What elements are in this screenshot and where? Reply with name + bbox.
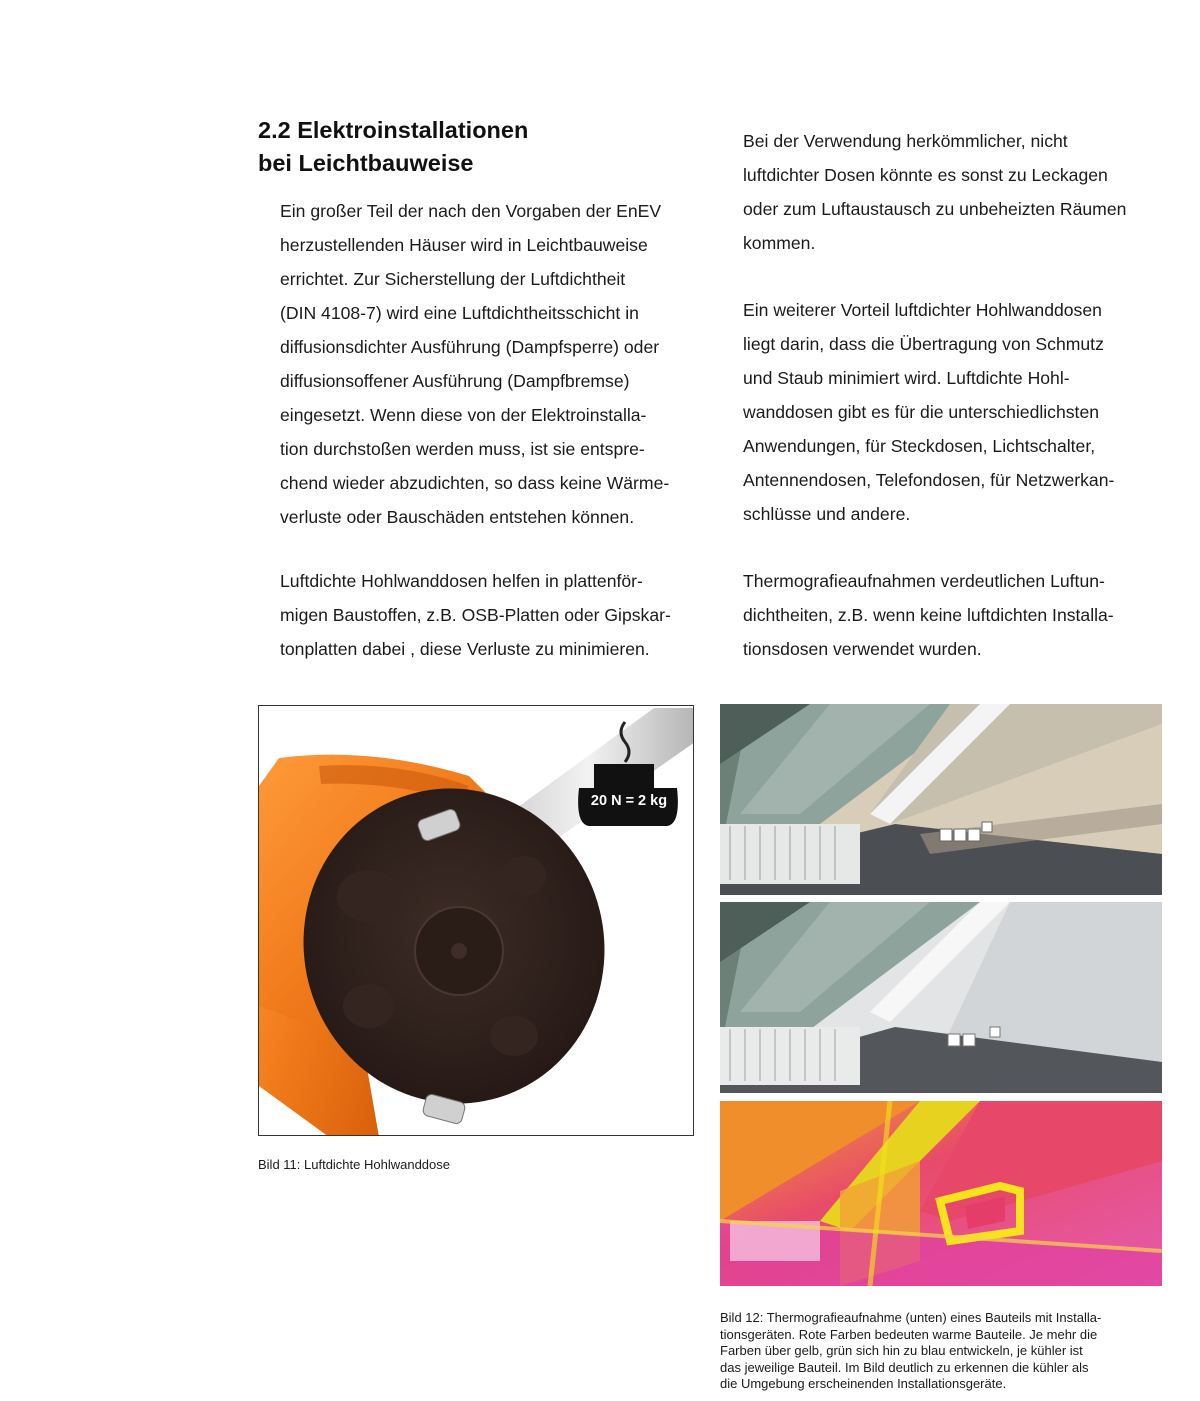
text-line: verluste oder Bauschäden entstehen können. [280,507,635,527]
figure-12-caption [720,1310,1101,1393]
text-line: Anwendungen, für Steckdosen, Lichtschalter, [743,436,1096,456]
text-line: Thermografieaufnahmen verdeutlichen Luftun- [743,571,1105,591]
right-paragraph-1 [743,124,1183,260]
text-line: (DIN 4108-7) wird eine Luftdichtheitsschicht in [280,303,639,323]
text-line: dichtheiten, z.B. wenn keine luftdichten Installa- [743,605,1114,625]
hohlwanddose-illustration [259,706,694,1136]
text-line: oder zum Luftaustausch zu unbeheizten Räumen [743,199,1127,219]
figure-11-caption [258,1157,450,1174]
text-line: und Staub minimiert wird. Luftdichte Hohl- [743,368,1070,388]
right-paragraph-3 [743,564,1183,666]
caption-line: die Umgebung erscheinenden Installationsgeräte. [720,1376,1007,1391]
text-line: diffusionsoffener Ausführung (Dampfbremse) [280,371,630,391]
thermal-image [720,1101,1162,1286]
right-paragraph-2 [743,293,1183,531]
text-line: luftdichter Dosen könnte es sonst zu Leckagen [743,165,1108,185]
caption-line: tionsgeräten. Rote Farben bedeuten warme Bauteile. Je mehr die [720,1326,1098,1342]
text-line: tion durchstoßen werden muss, ist sie entspre- [280,439,645,459]
section-heading [258,114,718,180]
section-title-line-2: bei Leichtbauweise [258,150,474,176]
text-line: Luftdichte Hohlwanddosen helfen in plattenför- [280,571,643,591]
text-line: kommen. [743,233,816,253]
text-line: Antennendosen, Telefondosen, für Netzwerkan- [743,470,1115,490]
text-line: chend wieder abzudichten, so dass keine Wärme- [280,473,670,493]
photo-room-finished [720,902,1162,1093]
caption-line: Bild 12: Thermografieaufnahme (unten) eines Bauteils mit Installa- [720,1310,1102,1325]
text-line: eingesetzt. Wenn diese von der Elektroinstalla- [280,405,647,425]
text-line: tionsdosen verwendet wurden. [743,639,982,659]
figure-11-hohlwanddose [258,705,694,1136]
left-paragraph-2 [280,564,720,666]
caption-text: Bild 11: Luftdichte Hohlwanddose [258,1157,450,1172]
text-line: liegt darin, dass die Übertragung von Schmutz [743,334,1104,354]
text-line: tonplatten dabei , diese Verluste zu minimieren. [280,639,650,659]
text-line: Ein großer Teil der nach den Vorgaben der EnEV [280,201,662,221]
photo-room-construction [720,704,1162,895]
left-paragraph-1 [280,194,720,534]
text-line: schlüsse und andere. [743,504,911,524]
text-line: diffusionsdichter Ausführung (Dampfsperre) oder [280,337,660,357]
weight-label: 20 N = 2 kg [590,793,668,809]
text-line: Ein weiterer Vorteil luftdichter Hohlwanddosen [743,300,1102,320]
section-title-line-1: 2.2 Elektroinstallationen [258,117,529,143]
text-line: wanddosen gibt es für die unterschiedlichsten [743,402,1100,422]
caption-line: Farben über gelb, grün sich hin zu blau entwickeln, je kühler ist [720,1343,1083,1358]
text-line: migen Baustoffen, z.B. OSB-Platten oder Gipskar- [280,605,671,625]
caption-line: das jeweilige Bauteil. Im Bild deutlich zu erkennen die kühler als [720,1359,1089,1375]
text-line: herzustellenden Häuser wird in Leichtbauweise [280,235,648,255]
text-line: errichtet. Zur Sicherstellung der Luftdichtheit [280,269,626,289]
text-line: Bei der Verwendung herkömmlicher, nicht [743,131,1068,151]
